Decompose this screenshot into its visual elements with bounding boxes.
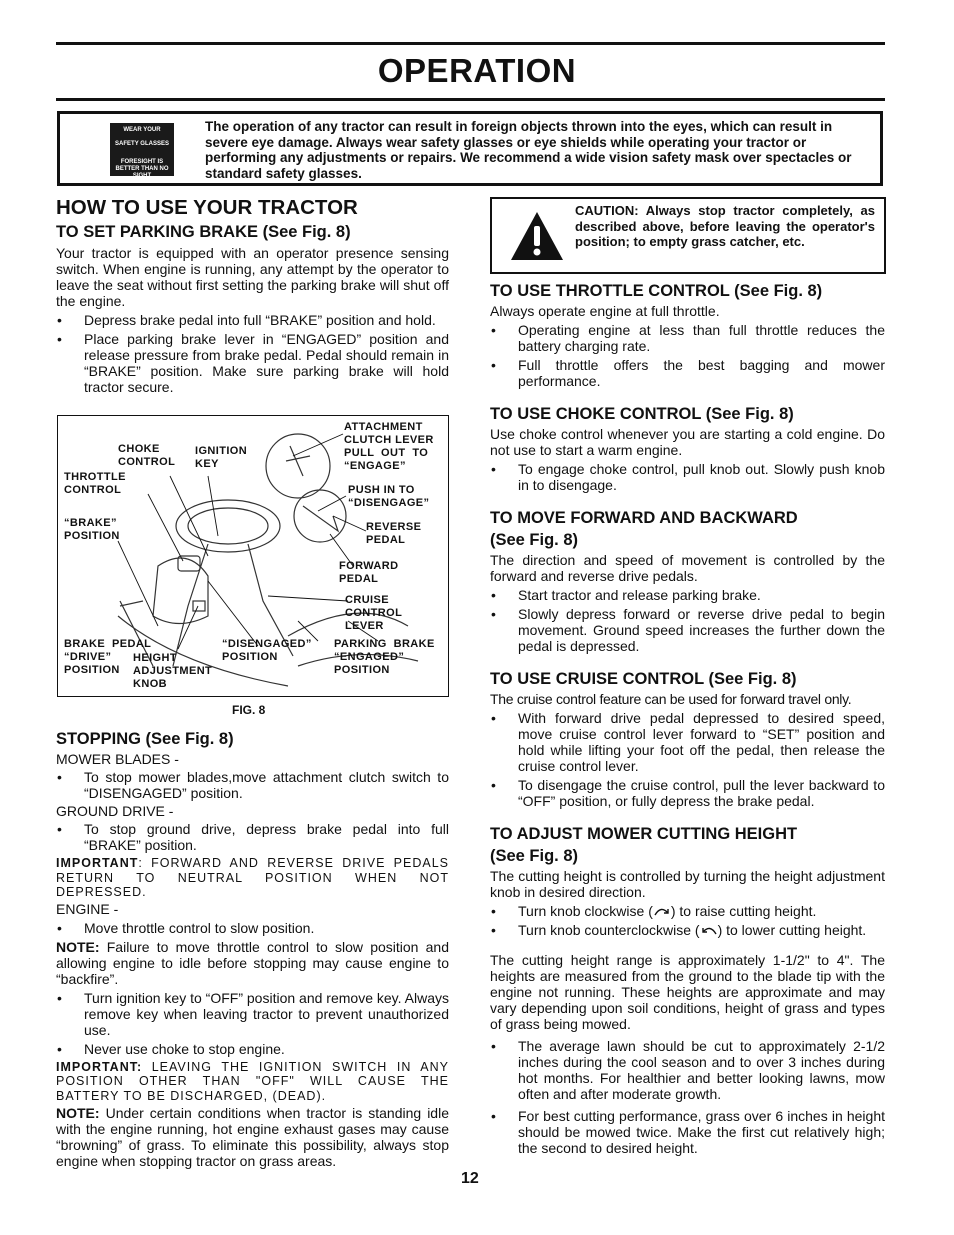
label-ignition-key: IGNITION KEY bbox=[195, 445, 248, 470]
figure-caption: FIG. 8 bbox=[232, 703, 266, 717]
list-item: • With forward drive pedal depressed to desired speed, move cruise control lever forward to “SET” position and hold while lifting your foot off the pedal, then release the cruise control lever. bbox=[490, 710, 885, 774]
warning-triangle-icon bbox=[509, 210, 565, 262]
label-disengaged: “DISENGAGED” POSITION bbox=[222, 638, 312, 663]
note-text: Failure to move throttle control to slow position and allowing engine to idle before stopping may cause engine to “backfire”. bbox=[56, 938, 449, 987]
list-item: • Start tractor and release parking brake. bbox=[490, 587, 885, 603]
caution-box bbox=[490, 197, 886, 274]
move-heading-line: TO MOVE FORWARD AND BACKWARD bbox=[490, 509, 798, 527]
label-brake-position: “BRAKE” POSITION bbox=[64, 517, 120, 542]
cw-text-end: ) to raise cutting height. bbox=[670, 903, 817, 919]
label-attachment-clutch: ATTACHMENT CLUTCH LEVER PULL OUT TO “ENGAGE” bbox=[344, 421, 434, 472]
list-item: • Never use choke to stop engine. bbox=[56, 1041, 449, 1057]
cw-text: Turn knob clockwise ( bbox=[518, 903, 653, 919]
important-note bbox=[56, 1060, 449, 1104]
label-push-in: PUSH IN TO “DISENGAGE” bbox=[348, 484, 430, 509]
throttle-heading: TO USE THROTTLE CONTROL (See Fig. 8) bbox=[490, 282, 823, 300]
choke-heading: TO USE CHOKE CONTROL (See Fig. 8) bbox=[490, 405, 794, 423]
list-item: • The average lawn should be cut to approximately 2-1/2 inches during the cool season and to over 3 inches during hot months. For healthier and better looking lawns, mow often and after moderate growth. bbox=[490, 1038, 885, 1102]
icon-line: SAFETY GLASSES bbox=[115, 141, 169, 147]
stopping-section bbox=[56, 728, 449, 1169]
safety-glasses-icon bbox=[110, 123, 174, 179]
cruise-heading: TO USE CRUISE CONTROL (See Fig. 8) bbox=[490, 670, 797, 688]
height-range: The cutting height range is approximately 1-1/2" to 4". The heights are measured from the ground to the blade tip with the engine not running. These heights are approximate and may vary depending upon soil conditions, height of grass and types of grass being mowed. bbox=[490, 952, 885, 1032]
clockwise-arrow-icon bbox=[653, 905, 671, 917]
list-item: • Depress brake pedal into full “BRAKE” position and hold. bbox=[56, 312, 449, 328]
cruise-intro: The cruise control feature can be used for forward travel only. bbox=[490, 691, 852, 707]
height-heading bbox=[490, 823, 885, 867]
label-brake-pedal: BRAKE PEDAL “DRIVE” POSITION bbox=[64, 638, 152, 676]
important-label: IMPORTANT bbox=[56, 856, 139, 870]
mower-blades-label: MOWER BLADES - bbox=[56, 751, 179, 767]
safety-warning-box bbox=[57, 111, 883, 186]
move-intro: The direction and speed of movement is controlled by the forward and reverse drive pedals. bbox=[490, 552, 885, 584]
important-text: : FORWARD AND REVERSE DRIVE PEDALS RETURN TO NEUTRAL POSITION WHEN NOT DEPRESSED. bbox=[56, 856, 449, 899]
list-item: • Full throttle offers the best bagging and mower performance. bbox=[490, 357, 885, 389]
list-item: • Place parking brake lever in “ENGAGED” position and release pressure from brake pedal. Pedal should remain in “BRAKE” position. Make sure parking brake will hold tractor secure. bbox=[56, 331, 449, 395]
choke-intro: Use choke control whenever you are starting a cold engine. Do not use to start a warm engine. bbox=[490, 426, 885, 458]
list-item: • Slowly depress forward or reverse drive pedal to begin movement. Ground speed increases the further down the pedal is depressed. bbox=[490, 606, 885, 654]
caution-text: CAUTION: Always stop tractor completely, as described above, before leaving the operator's position; to empty grass catcher, etc. bbox=[575, 203, 875, 249]
move-heading bbox=[490, 507, 885, 551]
list-item: • To stop ground drive, depress brake pedal into full “BRAKE” position. bbox=[56, 821, 449, 853]
important-note bbox=[56, 856, 449, 900]
height-heading-line: (See Fig. 8) bbox=[490, 847, 579, 865]
label-reverse-pedal: REVERSE PEDAL bbox=[366, 521, 422, 546]
parking-brake-intro: Your tractor is equipped with an operator presence sensing switch. When engine is running, any attempt by the operator to leave the seat without first setting the parking brake will shut off the engine. bbox=[56, 245, 449, 309]
note-label: NOTE: bbox=[56, 938, 100, 955]
left-column bbox=[56, 196, 449, 395]
section-title: HOW TO USE YOUR TRACTOR bbox=[56, 196, 358, 219]
note-text: Under certain conditions when tractor is standing idle with the engine running, hot engine exhaust gases may cause “browning” of grass. To eliminate this possibility, always stop engine when stopping tractor on grass areas. bbox=[56, 1105, 449, 1169]
ground-drive-label: GROUND DRIVE - bbox=[56, 803, 174, 819]
list-item: • Move throttle control to slow position. bbox=[56, 920, 449, 936]
engine-label: ENGINE - bbox=[56, 900, 119, 917]
icon-line: FORESIGHT IS BETTER THAN NO SIGHT bbox=[115, 159, 169, 179]
figure-8 bbox=[57, 415, 449, 697]
list-item: • For best cutting performance, grass over 6 inches in height should be mowed twice. Make the first cut relatively high; the second to desired height. bbox=[490, 1108, 885, 1156]
label-height-knob: HEIGHT ADJUSTMENT KNOB bbox=[133, 652, 213, 690]
throttle-intro: Always operate engine at full throttle. bbox=[490, 303, 720, 319]
counterclockwise-arrow-icon bbox=[700, 924, 718, 936]
height-heading-line: TO ADJUST MOWER CUTTING HEIGHT bbox=[490, 825, 798, 843]
label-throttle-control: THROTTLE CONTROL bbox=[64, 471, 126, 496]
label-choke-control: CHOKE CONTROL bbox=[118, 443, 176, 468]
list-item: • Operating engine at less than full throttle reduces the battery charging rate. bbox=[490, 322, 885, 354]
list-item: • To engage choke control, pull knob out. Slowly push knob in to disengage. bbox=[490, 461, 885, 493]
important-text: LEAVING THE IGNITION SWITCH IN ANY POSITION OTHER THAN "OFF" WILL CAUSE THE BATTERY TO BE DISCHARGED, (DEAD). bbox=[56, 1059, 449, 1103]
icon-line: WEAR YOUR bbox=[123, 127, 161, 133]
stopping-heading: STOPPING (See Fig. 8) bbox=[56, 730, 234, 748]
list-item bbox=[490, 922, 885, 938]
note-label: NOTE: bbox=[56, 1105, 100, 1121]
title-rule bbox=[56, 98, 885, 101]
ccw-text-end: ) to lower cutting height. bbox=[717, 922, 867, 938]
height-intro: The cutting height is controlled by turning the height adjustment knob in desired direction. bbox=[490, 868, 885, 900]
note bbox=[56, 1105, 449, 1169]
list-item: • To disengage the cruise control, pull the lever backward to “OFF” position, or fully depress the brake pedal. bbox=[490, 777, 885, 809]
top-rule bbox=[56, 42, 885, 45]
ccw-text: Turn knob counterclockwise ( bbox=[518, 922, 700, 938]
label-cruise-control: CRUISE CONTROL LEVER bbox=[345, 594, 403, 632]
list-item: • To stop mower blades,move attachment clutch switch to “DISENGAGED” position. bbox=[56, 769, 449, 801]
page-title: OPERATION bbox=[377, 52, 577, 89]
page-number: 12 bbox=[461, 1170, 479, 1187]
important-label: IMPORTANT: bbox=[56, 1059, 143, 1074]
safety-warning-text: The operation of any tractor can result in foreign objects thrown into the eyes, which can result in severe eye damage. Always wear safety glasses or eye shields while operating your tractor or performing any adjustments or repairs. We recommend a wide vision safety mask over spectacles or standard safety glasses. bbox=[205, 119, 852, 181]
parking-brake-heading: TO SET PARKING BRAKE (See Fig. 8) bbox=[56, 223, 351, 241]
move-heading-line: (See Fig. 8) bbox=[490, 531, 579, 549]
label-parking-brake: PARKING BRAKE “ENGAGED” POSITION bbox=[334, 638, 435, 676]
note bbox=[56, 939, 449, 987]
list-item: • Turn ignition key to “OFF” position and remove key. Always remove key when leaving tractor to prevent unauthorized use. bbox=[56, 990, 449, 1038]
list-item bbox=[490, 903, 885, 919]
right-column bbox=[490, 280, 885, 1156]
label-forward-pedal: FORWARD PEDAL bbox=[339, 560, 399, 585]
